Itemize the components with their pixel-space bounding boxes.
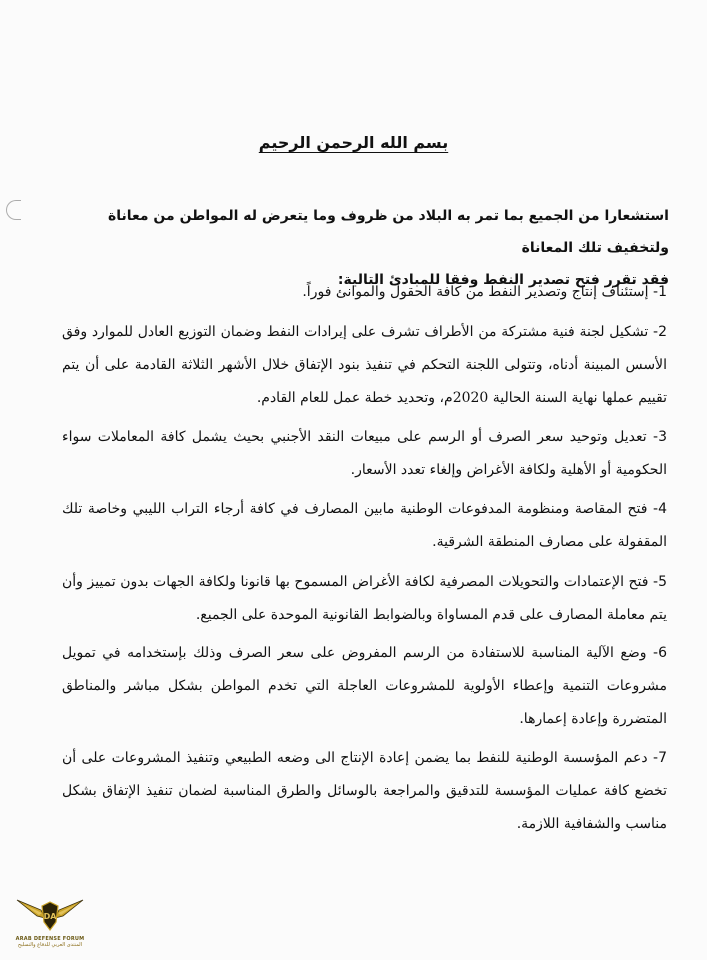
- intro-line-2: فقد تقرر فتح تصدير النفط وفقا للمبادئ التالية:: [337, 272, 669, 288]
- watermark-subtitle: المنتدى العربي للدفاع والتسليح: [17, 942, 83, 948]
- item-number: 2-: [653, 324, 667, 340]
- item-number: 7-: [653, 750, 668, 766]
- forum-watermark: [2, 892, 98, 956]
- item-number: 5-: [653, 574, 668, 590]
- item-number: 3-: [653, 429, 668, 445]
- item-text: تشكيل لجنة فنية مشتركة من الأطراف تشرف على إيرادات النفط وضمان التوزيع العادل للموارد وفق الأسس المبينة أدناه، وتتولى اللجنة التحكم في تنفيذ بنود الإتفاق خلال الأشهر الثلاثة القادمة على أن يتم تقييم عملها نهاية السنة الحالية 2020م، وتحديد خطة عمل للعام القادم.: [62, 324, 667, 406]
- logo-letters: DA: [43, 912, 57, 921]
- document-heading: [0, 133, 707, 152]
- item-number: 4-: [653, 501, 667, 517]
- principle-item-4: [62, 493, 667, 559]
- principle-item-1: [62, 276, 667, 309]
- principle-item-7: [62, 742, 667, 841]
- principle-item-5: [62, 566, 667, 632]
- item-text: دعم المؤسسة الوطنية للنفط بما يضمن إعادة الإنتاج الى وضعه الطبيعي وتنفيذ المشروعات على أن تخضع كافة عمليات المؤسسة للتدقيق والمراجعة بالوسائل والطرق المناسبة لضمان تنفيذ الإتفاق بشكل مناسب والشفافية اللازمة.: [62, 750, 667, 832]
- item-text: تعديل وتوحيد سعر الصرف أو الرسم على مبيعات النقد الأجنبي بحيث يشمل كافة المعاملات سواء الحكومية أو الأهلية ولكافة الأغراض وإلغاء تعدد الأسعار.: [62, 429, 667, 478]
- eagle-emblem-icon: [15, 892, 85, 936]
- principle-item-6: [62, 637, 667, 736]
- watermark-name: ARAB DEFENSE FORUM: [15, 936, 85, 942]
- principle-item-2: [62, 316, 667, 415]
- intro-line-1: استشعارا من الجميع بما تمر به البلاد من ظروف وما يتعرض له المواطن من معاناة ولتخفيف تلك المعاناة: [107, 208, 669, 256]
- basmala: بسم الله الرحمن الرحيم: [258, 133, 449, 152]
- item-text: إستئناف إنتاج وتصدير النفط من كافة الحقول والموانئ فوراً.: [302, 284, 649, 300]
- margin-bracket-mark: [6, 200, 21, 220]
- item-text: فتح المقاصة ومنظومة المدفوعات الوطنية مابين المصارف في كافة أرجاء التراب الليبي وخاصة تلك المقفولة على مصارف المنطقة الشرقية.: [62, 501, 667, 550]
- item-number: 6-: [653, 645, 668, 661]
- item-text: فتح الإعتمادات والتحويلات المصرفية لكافة الأغراض المسموح بها قانونا ولكافة الجهات بدون تمييز وأن يتم معاملة المصارف على قدم المساواة وبالضوابط القانونية الموحدة على الجميع.: [62, 574, 667, 623]
- item-number: 1-: [653, 284, 667, 300]
- item-text: وضع الآلية المناسبة للاستفادة من الرسم المفروض على سعر الصرف وذلك بإستخدامه في تمويل مشروعات التنمية وإعطاء الأولوية للمشروعات العاجلة التي تخدم المواطن بشكل مباشر والمناطق المتضررة وإعادة إعمارها.: [62, 645, 667, 727]
- principle-item-3: [62, 421, 667, 487]
